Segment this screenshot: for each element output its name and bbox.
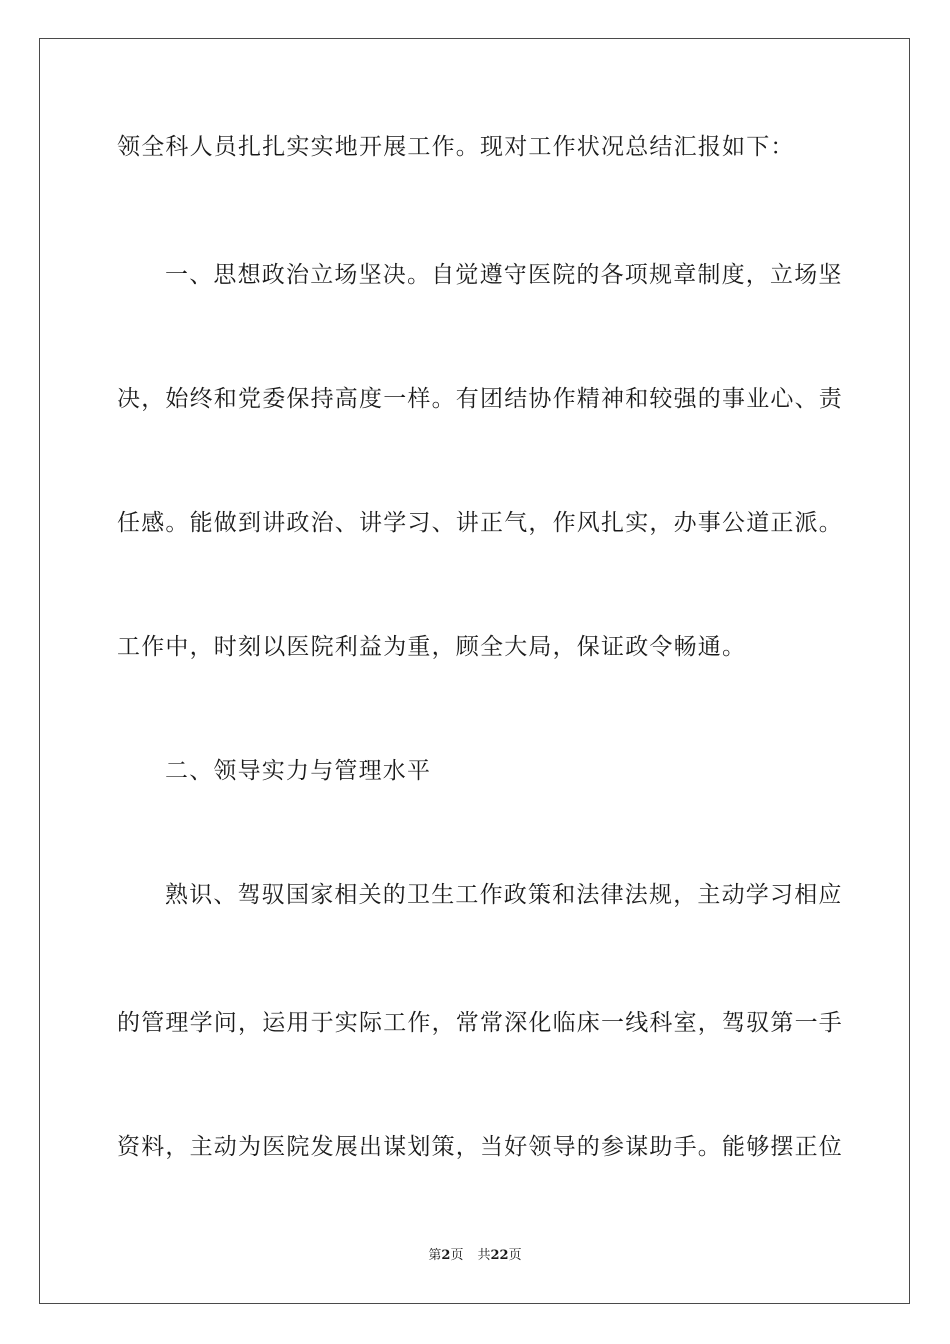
total-suffix: 页 xyxy=(508,1248,522,1263)
page-suffix: 页 xyxy=(450,1248,464,1263)
page-prefix: 第 xyxy=(428,1248,442,1263)
page-footer xyxy=(0,1247,950,1265)
section-heading-2: 二、领导实力与管理水平 xyxy=(165,758,432,784)
section-heading-1: 一、思想政治立场坚决。自觉遵守医院的各项规章制度，立场坚 xyxy=(165,262,843,288)
text-line: 领全科人员扎扎实实地开展工作。现对工作状况总结汇报如下： xyxy=(117,134,795,160)
text-line: 资料，主动为医院发展出谋划策，当好领导的参谋助手。能够摆正位 xyxy=(117,1134,843,1160)
text-line: 任感。能做到讲政治、讲学习、讲正气，作风扎实，办事公道正派。 xyxy=(117,510,843,536)
text-line: 熟识、驾驭国家相关的卫生工作政策和法律法规，主动学习相应 xyxy=(165,882,843,908)
text-line: 决，始终和党委保持高度一样。有团结协作精神和较强的事业心、责 xyxy=(117,386,843,412)
total-prefix: 共 xyxy=(477,1248,491,1263)
page-border xyxy=(39,38,910,1304)
text-line: 的管理学问，运用于实际工作，常常深化临床一线科室，驾驭第一手 xyxy=(117,1010,843,1036)
text-line: 工作中，时刻以医院利益为重，顾全大局，保证政令畅通。 xyxy=(117,634,747,660)
page-number: 2 xyxy=(441,1248,451,1263)
total-pages: 22 xyxy=(490,1248,509,1263)
